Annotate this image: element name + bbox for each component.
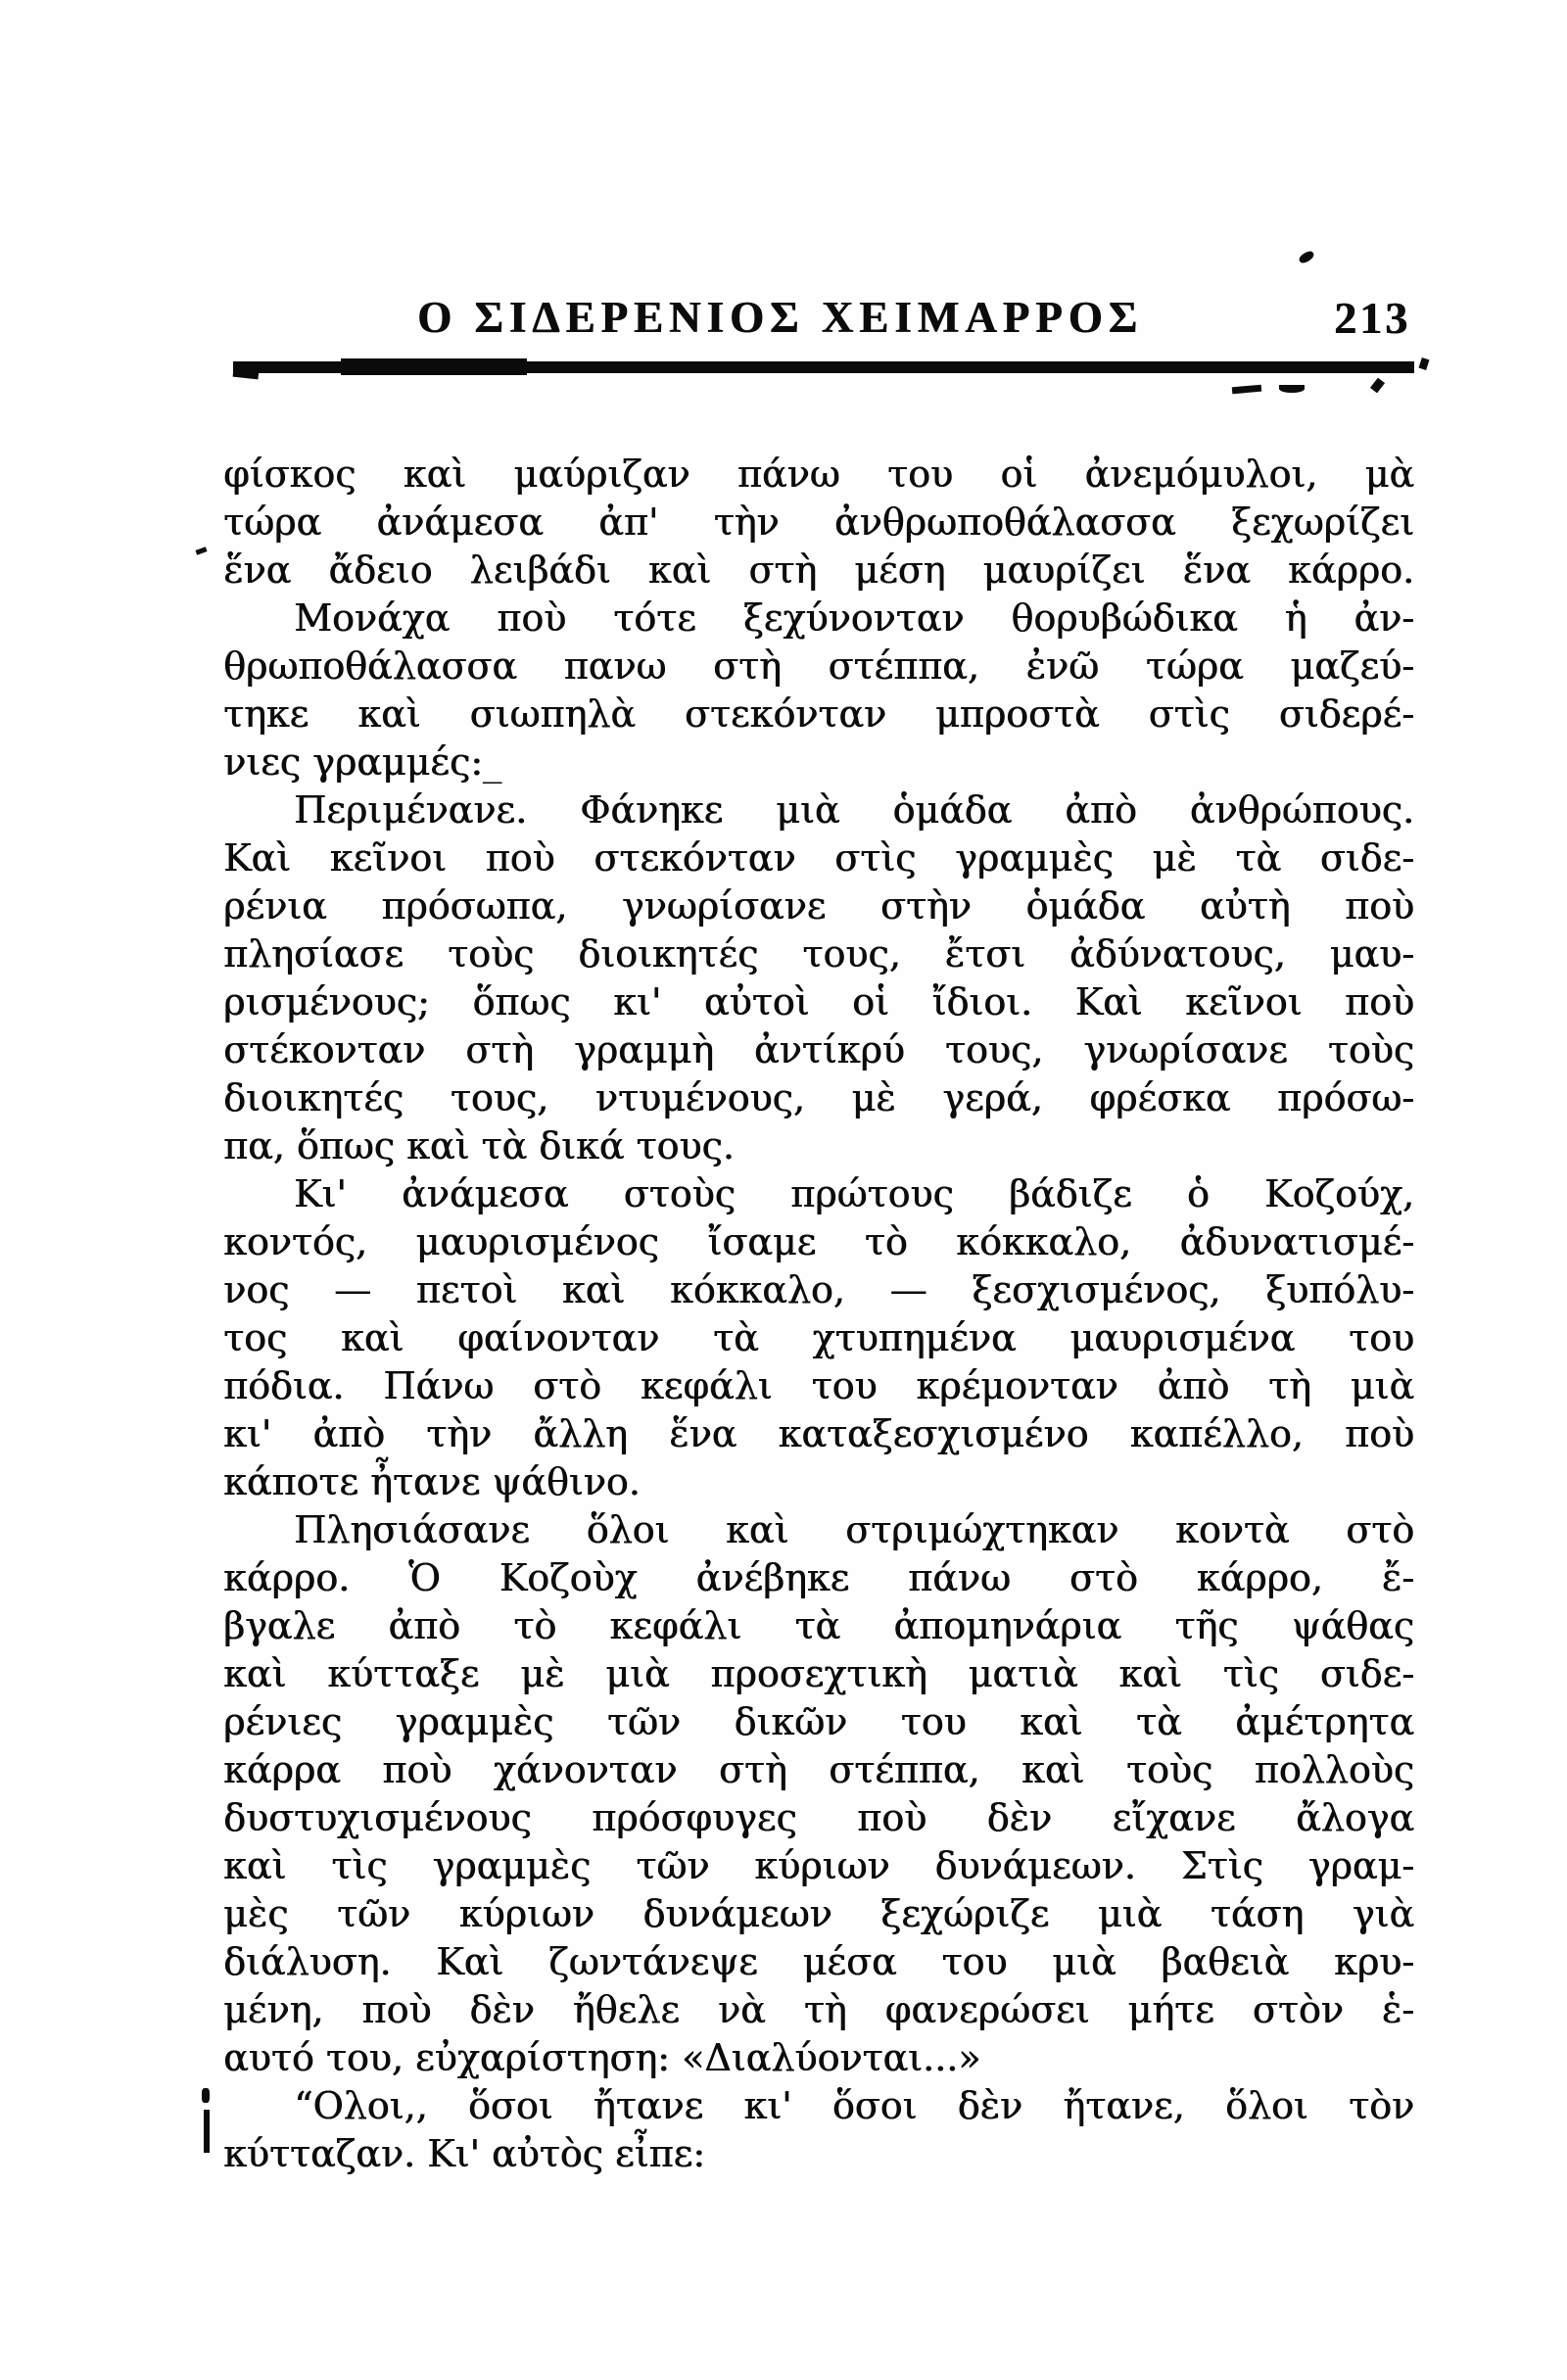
text-line: κύτταζαν. Κι' αὐτὸς εἶπε: (223, 2132, 705, 2175)
scan-artifact-dash (1370, 378, 1385, 394)
header-divider-rule (233, 361, 1414, 373)
text-line: θρωποθάλασσα πανω στὴ στέππα, ἐνῶ τώρα μαζεύ- (223, 644, 1414, 688)
text-line: νιες γραμμές:_ (223, 740, 501, 784)
text-line: Μονάχα ποὺ τότε ξεχύνονταν θορυβώδικα ἡ ἀν- (294, 596, 1414, 640)
text-line: Κι' ἀνάμεσα στοὺς πρώτους βάδιζε ὁ Κοζούχ, (294, 1172, 1414, 1215)
text-line: τος καὶ φαίνονταν τὰ χτυπημένα μαυρισμένα του (223, 1316, 1414, 1359)
paragraph (223, 451, 1414, 595)
scan-artifact-margin-dot (202, 2088, 210, 2103)
scan-artifact-dash (1232, 385, 1261, 395)
text-line: αυτό του, εὐχαρίστηση: «Διαλύονται...» (223, 2036, 981, 2079)
text-line: ρένιες γραμμὲς τῶν δικῶν του καὶ τὰ ἀμέτρητα (223, 1700, 1414, 1743)
text-line: νος — πετοὶ καὶ κόκκαλο, — ξεσχισμένος, ξυπόλυ- (223, 1268, 1414, 1311)
text-line: ρένια πρόσωπα, γνωρίσανε στὴν ὁμάδα αὐτὴ ποὺ (223, 884, 1414, 928)
scan-artifact-speck (1298, 249, 1315, 264)
scan-artifact-speck (195, 547, 207, 554)
text-line: ἕνα ἄδειο λειβάδι καὶ στὴ μέση μαυρίζει ἕνα κάρρο. (223, 548, 1414, 592)
text-line: κάρρα ποὺ χάνονταν στὴ στέππα, καὶ τοὺς πολλοὺς (223, 1748, 1414, 1791)
paragraph (223, 786, 1414, 1170)
paragraph (223, 595, 1414, 786)
text-line: τώρα ἀνάμεσα ἀπ' τὴν ἀνθρωποθάλασσα ξεχωρίζει (223, 500, 1414, 544)
text-line: Πλησιάσανε ὅλοι καὶ στριμώχτηκαν κοντὰ στὸ (294, 1508, 1414, 1551)
scan-artifact-margin-bar (204, 2110, 210, 2153)
text-line: καὶ κύτταξε μὲ μιὰ προσεχτικὴ ματιὰ καὶ τὶς σιδε- (223, 1652, 1414, 1695)
paragraph (223, 2082, 1414, 2178)
scan-artifact-rule-tick (1418, 357, 1429, 370)
text-line: πλησίασε τοὺς διοικητές τους, ἔτσι ἀδύνατους, μαυ- (223, 932, 1414, 976)
text-line: δυστυχισμένους πρόσφυγες ποὺ δὲν εἴχανε ἄλογα (223, 1796, 1414, 1839)
page-title: Ο ΣΙΔΕΡΕΝΙΟΣ ΧΕΙΜΑΡΡΟΣ (417, 293, 1143, 342)
paragraph (223, 1506, 1414, 2082)
text-line: στέκονταν στὴ γραμμὴ ἀντίκρύ τους, γνωρίσανε τοὺς (223, 1028, 1414, 1071)
text-line: κοντός, μαυρισμένος ἴσαμε τὸ κόκκαλο, ἀδυνατισμέ- (223, 1220, 1414, 1263)
text-line: μὲς τῶν κύριων δυνάμεων ξεχώριζε μιὰ τάση γιὰ (223, 1892, 1414, 1935)
text-line: “Ολοι,, ὅσοι ἤτανε κι' ὅσοι δὲν ἤτανε, ὅλοι τὸν (294, 2084, 1414, 2127)
text-line: διάλυση. Καὶ ζωντάνεψε μέσα του μιὰ βαθειὰ κρυ- (223, 1940, 1414, 1983)
text-line: κάρρο. Ὁ Κοζοὺχ ἀνέβηκε πάνω στὸ κάρρο, ἔ- (223, 1556, 1414, 1599)
text-line: διοικητές τους, ντυμένους, μὲ γερά, φρέσκα πρόσω- (223, 1076, 1414, 1119)
text-line: καὶ τὶς γραμμὲς τῶν κύριων δυνάμεων. Στὶς γραμ- (223, 1844, 1414, 1887)
text-line: Περιμένανε. Φάνηκε μιὰ ὁμάδα ἀπὸ ἀνθρώπους. (294, 788, 1414, 832)
text-line: κι' ἀπὸ τὴν ἄλλη ἕνα καταξεσχισμένο καπέλλο, ποὺ (223, 1412, 1414, 1455)
text-line: πόδια. Πάνω στὸ κεφάλι του κρέμονταν ἀπὸ τὴ μιὰ (223, 1364, 1414, 1407)
page-number: 213 (1334, 293, 1410, 343)
body-text (223, 451, 1414, 2178)
paragraph (223, 1170, 1414, 1506)
text-line: μένη, ποὺ δὲν ἤθελε νὰ τὴ φανερώσει μήτε στὸν ἑ- (223, 1988, 1414, 2031)
scan-artifact-dash (1279, 385, 1305, 393)
text-line: πα, ὅπως καὶ τὰ δικά τους. (223, 1124, 735, 1167)
text-line: κάποτε ἦτανε ψάθινο. (223, 1460, 641, 1503)
text-line: φίσκος καὶ μαύριζαν πάνω του οἱ ἀνεμόμυλοι, μὰ (223, 452, 1414, 496)
text-line: τηκε καὶ σιωπηλὰ στεκόνταν μπροστὰ στὶς σιδερέ- (223, 692, 1414, 736)
text-line: Καὶ κεῖνοι ποὺ στεκόνταν στὶς γραμμὲς μὲ τὰ σιδε- (223, 836, 1414, 880)
text-line: βγαλε ἀπὸ τὸ κεφάλι τὰ ἀπομηνάρια τῆς ψάθας (223, 1604, 1414, 1647)
text-line: ρισμένους; ὅπως κι' αὐτοὶ οἱ ἴδιοι. Καὶ κεῖνοι ποὺ (223, 980, 1414, 1023)
